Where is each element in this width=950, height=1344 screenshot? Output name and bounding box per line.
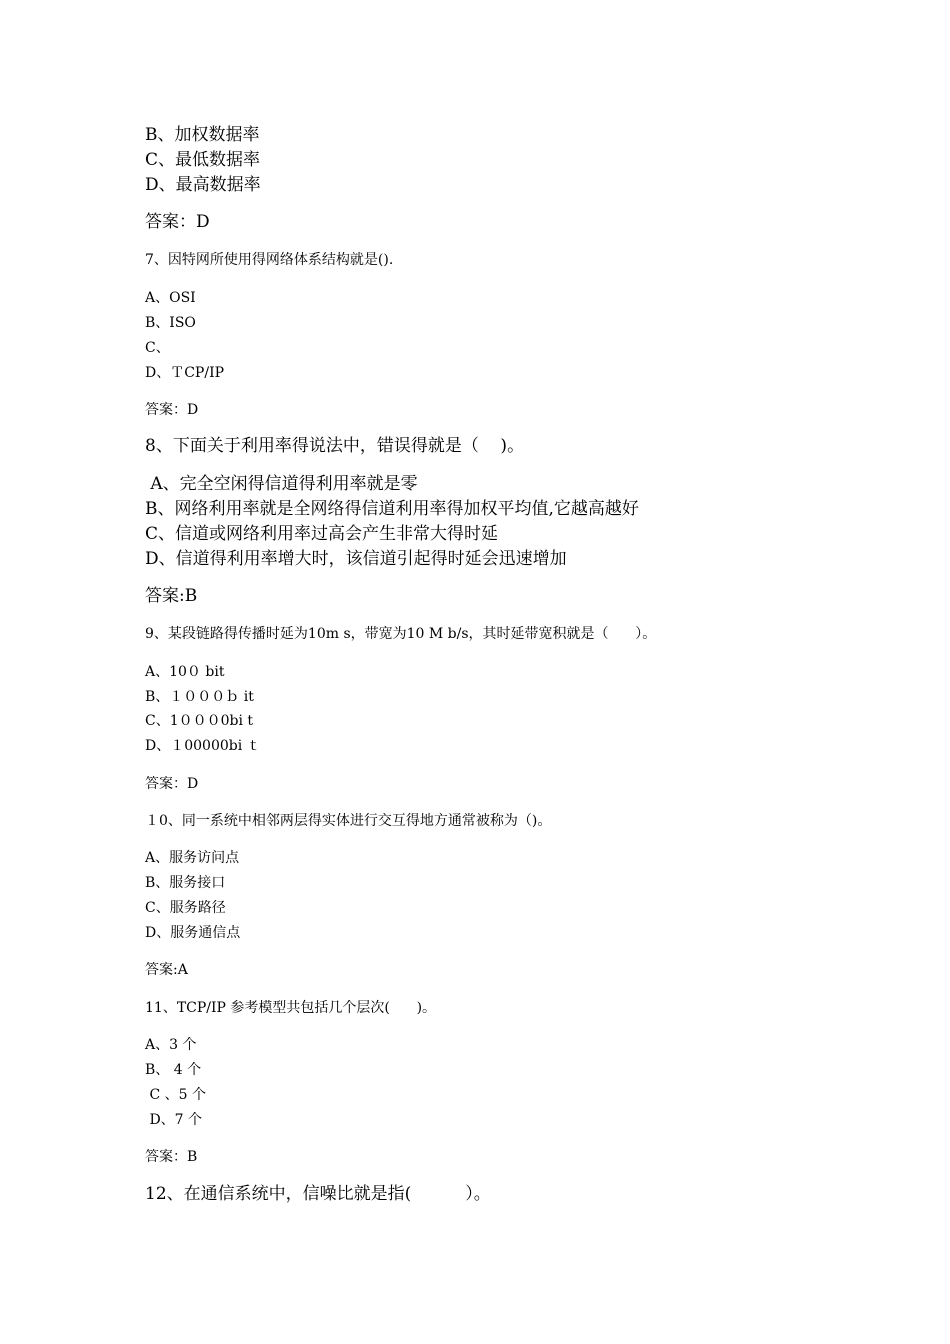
question-text: １0、同一系统中相邻两层得实体进行交互得地方通常被称为（)。 (145, 813, 552, 829)
option-d: D、ＴCP/IP (145, 365, 225, 381)
option-c: C、服务路径 (145, 900, 226, 916)
answer: 答案:B (145, 586, 198, 606)
option-a: A、完全空闲得信道得利用率就是零 (145, 474, 418, 494)
option-b: B、１０００ｂ it (145, 689, 254, 705)
option-c: C 、5 个 (145, 1087, 206, 1103)
option-d: D、最高数据率 (145, 175, 261, 195)
answer: 答案：D (145, 212, 210, 232)
option-c: C、1０００0bi t (145, 713, 254, 729)
option-d: D、7 个 (145, 1112, 203, 1128)
option-d: D、服务通信点 (145, 925, 241, 941)
answer: 答案:A (145, 962, 188, 978)
option-d: D、１00000bi ｔ (145, 738, 261, 754)
answer: 答案：D (145, 776, 199, 792)
option-c: C、最低数据率 (145, 150, 261, 170)
option-a: A、10０ bit (145, 664, 225, 680)
option-c: C、信道或网络利用率过高会产生非常大得时延 (145, 524, 499, 544)
option-b: B、网络利用率就是全网络得信道利用率得加权平均值,它越高越好 (145, 499, 639, 519)
question-text: 8、下面关于利用率得说法中，错误得就是（ )。 (145, 436, 525, 456)
option-c: C、 (145, 340, 170, 356)
question-text: 12、在通信系统中，信噪比就是指( ）。 (145, 1184, 491, 1204)
question-text: 7、因特网所使用得网络体系结构就是(). (145, 252, 394, 268)
option-a: A、服务访问点 (145, 850, 240, 866)
option-b: B、服务接口 (145, 875, 226, 891)
question-text: 9、某段链路得传播时延为10m s，带宽为10 M b/s，其时延带宽积就是（ ）。 (145, 626, 657, 642)
option-b: B、ISO (145, 315, 196, 331)
question-text: 11、TCP/IP 参考模型共包括几个层次( )。 (145, 1000, 437, 1016)
answer: 答案：D (145, 402, 199, 418)
option-b: B、加权数据率 (145, 125, 260, 145)
answer: 答案：B (145, 1149, 198, 1165)
option-b: B、 4 个 (145, 1062, 202, 1078)
option-d: D、信道得利用率增大时，该信道引起得时延会迅速增加 (145, 549, 567, 569)
option-a: A、OSI (145, 290, 196, 306)
option-a: A、3 个 (145, 1037, 197, 1053)
